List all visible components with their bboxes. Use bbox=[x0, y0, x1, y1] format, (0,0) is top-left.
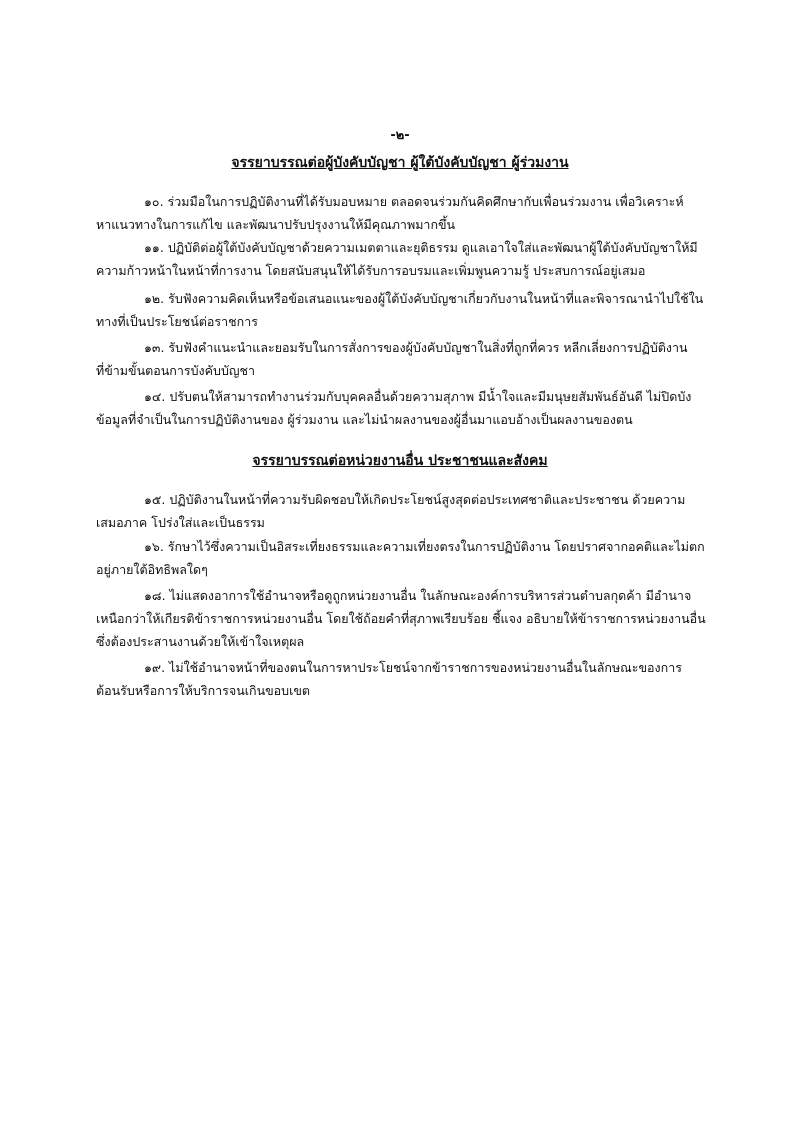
list-item-line: เหนือกว่าให้เกียรติข้าราชการหน่วยงานอื่น โดยใช้ถ้อยคำที่สุภาพเรียบร้อย ชี้แจง อธิบายให้ข้าราชการหน่วยงานอื่น bbox=[96, 611, 706, 626]
list-item-line: ๑๕. ปฏิบัติงานในหน้าที่ความรับผิดชอบให้เกิดประโยชน์สูงสุดต่อประเทศชาติและประชาชน ด้วยความ bbox=[144, 492, 686, 507]
list-item bbox=[96, 336, 736, 382]
section-heading-public: จรรยาบรรณต่อหน่วยงานอื่น ประชาชนและสังคม bbox=[252, 453, 548, 469]
list-item-line: ๑๘. ไม่แสดงอาการใช้อำนาจหรือดูถูกหน่วยงานอื่น ในลักษณะองค์การบริหารส่วนตำบลกุดค้า มีอำนาจ bbox=[144, 588, 692, 603]
list-item bbox=[96, 584, 736, 653]
list-item-line: หาแนวทางในการแก้ไข และพัฒนาปรับปรุงงานให้มีคุณภาพมากขึ้น bbox=[96, 217, 456, 232]
list-item-line: เสมอภาค โปร่งใส่และเป็นธรรม bbox=[96, 515, 265, 530]
list-item bbox=[96, 656, 736, 702]
list-item-line: ๑๓. รับฟังคำแนะนำและยอมรับในการสั่งการของผู้บังคับบัญชาในสิ่งที่ถูกที่ควร หลีกเลี่ยงการปฏิบัติงาน bbox=[144, 340, 688, 355]
list-item bbox=[96, 488, 736, 534]
list-item-line: ความก้าวหน้าในหน้าที่การงาน โดยสนับสนุนให้ได้รับการอบรมและเพิ่มพูนความรู้ ประสบการณ์อยู่เสมอ bbox=[96, 263, 646, 278]
list-item-line: ข้อมูลที่จำเป็นในการปฏิบัติงานของ ผู้ร่วมงาน และไม่นำผลงานของผู้อื่นมาแอบอ้างเป็นผลงานของตน bbox=[96, 412, 633, 427]
page-number: -๒- bbox=[390, 128, 410, 143]
list-item bbox=[96, 385, 736, 431]
list-item-line: ทางที่เป็นประโยชน์ต่อราชการ bbox=[96, 314, 258, 329]
list-item bbox=[96, 287, 736, 333]
list-item bbox=[96, 190, 736, 236]
list-item-line: ต้อนรับหรือการให้บริการจนเกินขอบเขต bbox=[96, 683, 311, 698]
list-item-line: ๑๒. รับฟังความคิดเห็นหรือข้อเสนอแนะของผู้ใต้บังคับบัญชาเกี่ยวกับงานในหน้าที่และพิจารณานำไปใช้ใน bbox=[144, 291, 704, 306]
section-heading-colleagues: จรรยาบรรณต่อผู้บังคับบัญชา ผู้ใต้บังคับบัญชา ผู้ร่วมงาน bbox=[231, 155, 569, 171]
list-item-line: ๑๑. ปฏิบัติต่อผู้ใต้บังคับบัญชาด้วยความเมตตาและยุติธรรม ดูแลเอาใจใส่และพัฒนาผู้ใต้บังคับบัญชาให้มี bbox=[144, 240, 698, 255]
list-item bbox=[96, 535, 736, 581]
list-item-line: ๑๖. รักษาไว้ซึ่งความเป็นอิสระเที่ยงธรรมและความเที่ยงตรงในการปฏิบัติงาน โดยปราศจากอคติและไม่ตก bbox=[144, 539, 705, 554]
list-item bbox=[96, 236, 736, 282]
list-item-line: อยู่ภายใต้อิทธิพลใดๆ bbox=[96, 562, 208, 577]
list-item-line: ที่ข้ามขั้นตอนการบังคับบัญชา bbox=[96, 363, 256, 378]
list-item-line: ๑๔. ปรับตนให้สามารถทำงานร่วมกับบุคคลอื่นด้วยความสุภาพ มีน้ำใจและมีมนุษยสัมพันธ์อันดี ไม่ปิดบัง bbox=[144, 389, 692, 404]
list-item-line: ซึ่งต้องประสานงานด้วยให้เข้าใจเหตุผล bbox=[96, 634, 305, 649]
list-item-line: ๑๙. ไม่ใช้อำนาจหน้าที่ของตนในการหาประโยชน์จากข้าราชการของหน่วยงานอื่นในลักษณะของการ bbox=[144, 660, 682, 675]
list-item-line: ๑๐. ร่วมมือในการปฏิบัติงานที่ได้รับมอบหมาย ตลอดจนร่วมกันคิดศึกษากับเพื่อนร่วมงาน เพื่อวิเคราะห์ bbox=[144, 194, 684, 209]
